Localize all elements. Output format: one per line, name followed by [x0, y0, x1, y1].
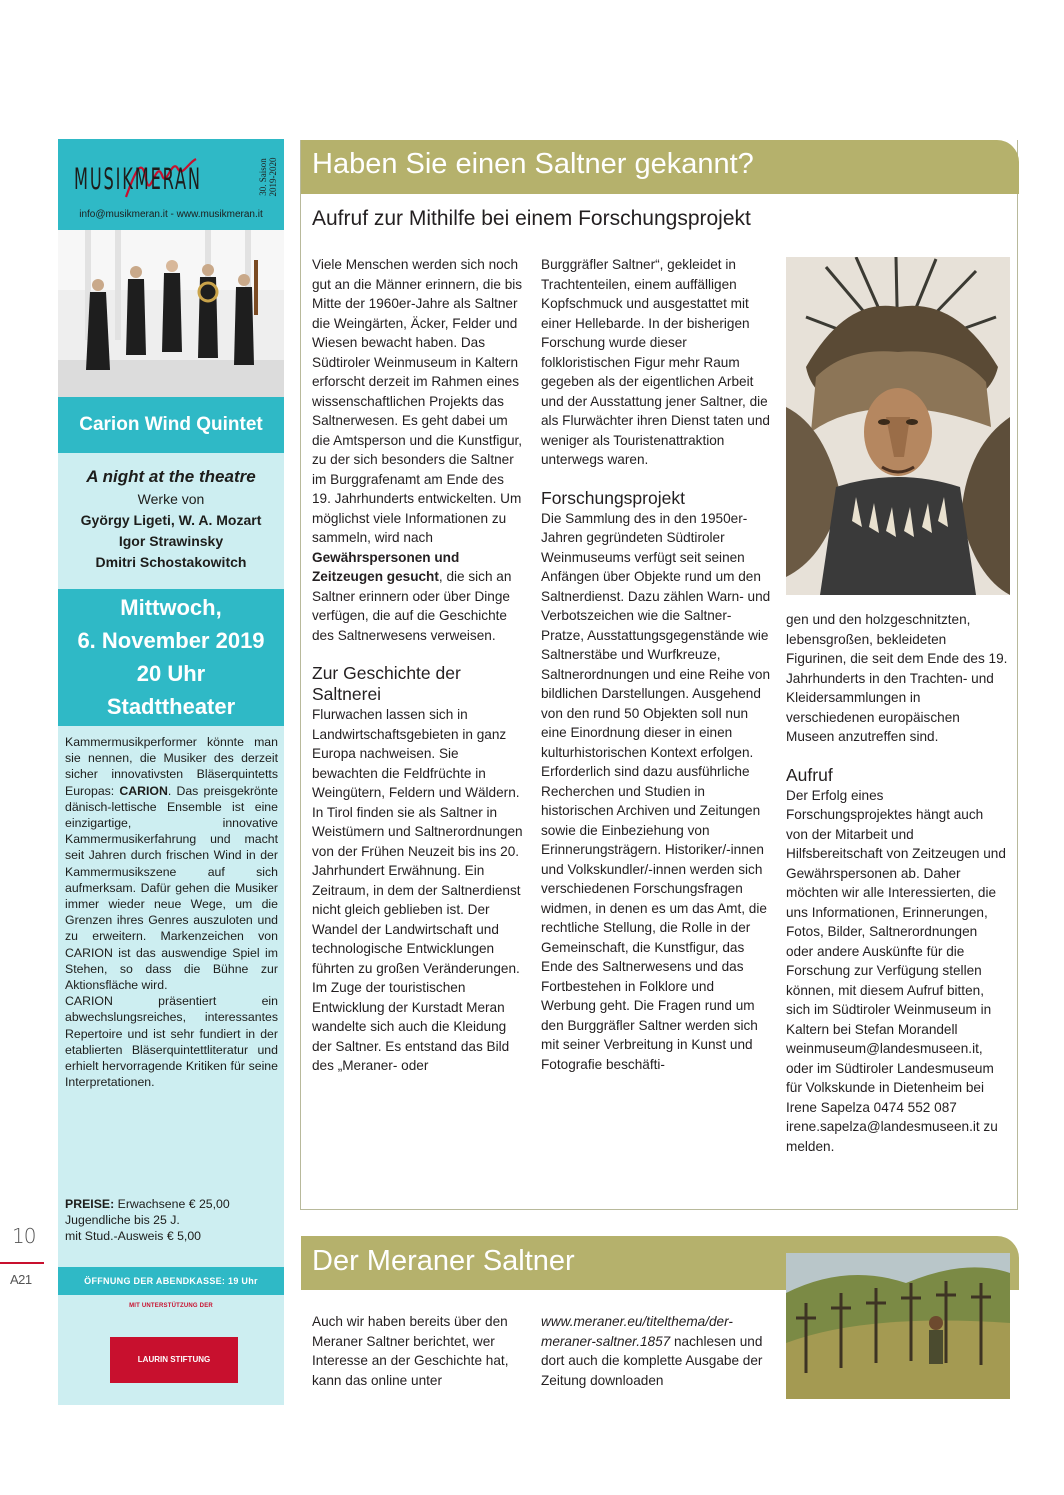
event-date: 6. November 2019 [77, 628, 265, 653]
ad-contact[interactable]: info@musikmeran.it - www.musikmeran.it [79, 209, 263, 220]
article-subtitle: Aufruf zur Mithilfe bei einem Forschungsprojekt [312, 207, 751, 230]
paragraph: Flurwachen lassen sich in Landwirtschaftsgebieten in ganz Europa nachweisen. Sie bewachten die Feldfrüchte in Weingütern, Feldern und Wäldern. In Tirol finden sie als Saltner in Weistümern und Saltnerordnungen von der Frühen Neuzeit bis ins 20. Jahrhundert Erwähnung. Ein Zeitraum, in dem der Saltnerdienst nicht gleich geblieben ist. Der Wandel der Landwirtschaft und technologische Entwicklungen führten zu großen Veränderungen. [312, 707, 523, 976]
program-info [58, 465, 284, 573]
page-number-divider [0, 1262, 44, 1264]
event-weekday: Mittwoch, [120, 595, 222, 620]
event-venue: Stadttheater [106, 694, 236, 719]
paragraph: Auch wir haben bereits über den Meraner Saltner berichtet, wer Interesse an der Geschichte hat, kann das online unter [312, 1314, 509, 1388]
composers-line: György Ligeti, W. A. Mozart [80, 512, 262, 528]
event-time: 20 Uhr [136, 661, 206, 686]
quintet-photo [58, 230, 284, 397]
article-title: Der Meraner Saltner [312, 1245, 575, 1277]
event-date-block [58, 589, 284, 726]
support-label: MIT UNTERSTÜTZUNG DER [129, 1303, 213, 1309]
article2-column-1 [312, 1312, 522, 1390]
paragraph: Viele Menschen werden sich noch gut an die Männer erinnern, die bis Mitte der 1960er-Jahre als Saltner die Weingärten, Äcker, Felder und Wiesen bewacht haben. Das Südtiroler Weinmuseum in Kaltern erforscht derzeit im Rahmen eines wissenschaftlichen Projekts das Saltnerwesen. Es geht dabei um die Amtsperson und die Kunstfigur, zu der sich besonders die Saltner im Burggrafenamt am Ende des 19. Jahrhunderts entwickelten. Um möglichst viele Informationen zu sammeln, wird nach Gewährspersonen und Zeitzeugen gesucht, die sich an Saltner erinnern oder über Dinge verfügen, die auf die Geschichte des Saltnerwesens verweisen. [312, 257, 523, 643]
composers-line: Igor Strawinsky [118, 533, 224, 549]
paragraph: Die Sammlung des in den 1950er-Jahren gegründeten Südtiroler Weinmuseums verfügt seit seinen Anfängen über Objekte rund um den Saltnerdienst. Dazu zählen Warn- und Verbotszeichen wie die Saltner-Pratze, Ausstattungsgegenstände wie Saltnerstäbe und Wurfkreuze, Saltnerordnungen und eine Reihe von bildlichen Darstellungen. Ausgehend von den rund 50 Objekten soll nun eine Einordnung dieser in einen kulturhistorischen Kontext erfolgen. Erforderlich sind dazu ausführliche Recherchen und Studien in historischen Archiven und Zeitungen sowie die Einbeziehung von Erinnerungsträgern. Historiker/-innen und Volkskundler/-innen werden sich verschiedenen Forschungsfragen widmen, in denen es um das Amt, die rechtliche Stellung, die Rolle in der Gemeinschaft, die Kunstfigur, das Ende des Saltnerwesens und das Fortbestehen in Folklore und Werbung geht. Die Fragen rund um den Burggräfler Saltner werden sich mit seiner Verbreitung in Kunst und Fotografie beschäfti- [541, 510, 771, 1072]
ticket-prices: PREISE: Erwachsene € 25,00 Jugendliche bis 25 J. mit Stud.-Ausweis € 5,00 [65, 1197, 230, 1244]
article-column-3 [786, 610, 1008, 1156]
paragraph: gen und den holzgeschnitzten, lebensgroßen, bekleideten Figurinen, die seit dem Ende des 19. Jahrhunderts in den Trachten- und Kleidersammlungen in verschiedenen europäischen Museen anzutreffen sind. [786, 612, 1008, 744]
program-title: A night at the theatre [86, 467, 256, 486]
article-title: Haben Sie einen Saltner gekannt? [312, 148, 754, 180]
ad-header [58, 139, 284, 230]
article-link[interactable]: www.meraner.eu/titelthema/der-meraner-saltner.1857 [541, 1314, 733, 1349]
page-number: 10 [12, 1224, 36, 1248]
section-heading: Zur Geschichte der Saltnerei [312, 663, 461, 704]
article-column-2 [541, 255, 771, 1074]
saltner-figure-photo [786, 257, 1010, 595]
composers-line: Dmitri Schostakowitch [95, 554, 247, 570]
paragraph: www.meraner.eu/titelthema/der-meraner-saltner.1857 nachlesen und dort auch die komplette Ausgabe der Zeitung downloaden [541, 1314, 763, 1388]
season-label: 30. Saison 2019-2020 [258, 157, 278, 197]
paragraph: Burggräfler Saltner“, gekleidet in Trachtenteilen, einem auffälligen Kopfschmuck und ausgestattet mit einer Hellebarde. In der bisherigen Forschung wurde dieser folkloristischen Figur mehr Raum gegeben als der eigentlichen Arbeit und der Ausstattung jener Saltner, die als Flurwächter ihren Dienst taten und weniger als Touristenattraktion unterwegs waren. [541, 257, 770, 467]
article2-column-2 [541, 1312, 771, 1390]
paragraph: Im Zuge der touristischen Entwicklung der Kurstadt Meran wandelte sich auch die Kleidung der Saltner. Es entstand das Bild des „Meraner- oder [312, 980, 510, 1073]
ensemble-name: Carion Wind Quintet [58, 397, 284, 453]
paragraph: Der Erfolg eines Forschungsprojektes hängt auch von der Mitarbeit und Hilfsbereitschaft von Zeitzeugen und Gewährspersonen ab. Daher möchten wir alle Interessierten, die uns Informationen, Erinnerungen, Fotos, Bilder, Saltnerordnungen oder andere Auskünfte für die Forschung zur Verfügung stellen können, mit diesem Aufruf bitten, sich im Südtiroler Weinmuseum in Kaltern bei Stefan Morandell weinmuseum@landesmuseen.it, oder im Südtiroler Landesmuseum für Volkskunde in Dietenheim bei Irene Sapelza 0474 552 087 irene.sapelza@landesmuseen.it zu melden. [786, 787, 1006, 1154]
ad-description: Kammermusikperformer könnte man sie nennen, die Musiker des derzeit sicher innovativsten Bläserquintetts Europas: CARION. Das preisgekrönte dänisch-lettische Ensemble ist eine einzigartige, innovative Kammermusikerfahrung und macht seit Jahren durch frischen Wind in der Kammermusikszene auf sich aufmerksam. Dafür gehen die Musiker immer wieder neue Wege, um die Grenzen ihres Genres auszuloten und zu erweitern. Markenzeichen von CARION ist das auswendige Spiel im Stehen, so dass die Bühne zur Aktionsfläche wird. CARION präsentiert ein abwechslungsreiches, interessantes Repertoire und ist sehr fundiert in der etablierten Bläserquintettliteratur und erhielt hervorragende Kritiken für seine Interpretationen. [65, 735, 278, 1090]
box-office-info: ÖFFNUNG DER ABENDKASSE: 19 Uhr [58, 1267, 284, 1295]
section-heading: Aufruf [786, 764, 833, 785]
page-code: A21 [10, 1272, 32, 1287]
sponsor-logo: LAURIN STIFTUNG [110, 1337, 238, 1383]
saltner-vineyard-photo [786, 1253, 1010, 1399]
section-heading: Forschungsprojekt [541, 487, 685, 508]
musikmeran-logo: MUSIKMERAN [74, 162, 202, 196]
works-intro: Werke von [137, 491, 205, 507]
concert-advertisement [58, 139, 284, 1405]
article-column-1 [312, 255, 526, 1076]
